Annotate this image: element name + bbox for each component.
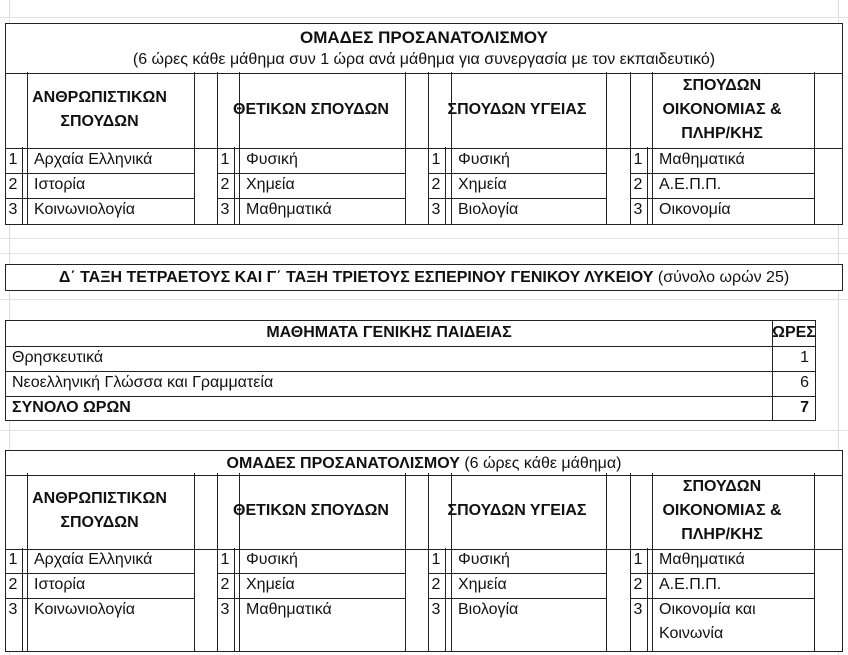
list-item-number: 3	[431, 201, 441, 218]
list-item-number: 1	[431, 551, 441, 568]
group-heading: ΣΠΟΥΔΩΝ	[682, 477, 762, 495]
list-item-number: 2	[220, 576, 230, 593]
general-total-hours: 7	[800, 399, 809, 416]
list-item-number: 2	[633, 176, 643, 193]
table1-title: ΟΜΑΔΕΣ ΠΡΟΣΑΝΑΤΟΛΙΣΜΟΥ	[300, 28, 548, 47]
list-item: Οικονομία	[659, 201, 731, 218]
general-row-subject: Θρησκευτικά	[12, 349, 104, 366]
group-heading: ΠΛΗΡ/ΚΗΣ	[681, 124, 763, 142]
list-item-continued: Κοινωνία	[659, 625, 724, 642]
list-item-number: 3	[220, 601, 230, 618]
general-row-hours: 1	[800, 349, 809, 366]
group-heading: ΑΝΘΡΩΠΙΣΤΙΚΩΝ	[32, 489, 167, 507]
list-item: Α.Ε.Π.Π.	[659, 176, 722, 193]
group-heading: ΠΛΗΡ/ΚΗΣ	[681, 525, 763, 543]
list-item-number: 3	[633, 201, 643, 218]
group-heading: ΣΠΟΥΔΩΝ ΥΓΕΙΑΣ	[447, 100, 587, 118]
general-row-hours: 6	[800, 374, 809, 391]
group-heading: ΣΠΟΥΔΩΝ	[682, 76, 762, 94]
table2-subtitle: (6 ώρες κάθε μάθημα)	[464, 455, 622, 472]
list-item: Μαθηματικά	[246, 201, 332, 218]
list-item: Φυσική	[458, 151, 510, 168]
list-item: Κοινωνιολογία	[34, 601, 136, 618]
list-item-number: 2	[431, 176, 441, 193]
list-item-number: 2	[220, 176, 230, 193]
list-item: Φυσική	[246, 151, 298, 168]
group-heading: ΘΕΤΙΚΩΝ ΣΠΟΥΔΩΝ	[233, 100, 389, 118]
table1-subtitle: (6 ώρες κάθε μάθημα συν 1 ώρα ανά μάθημα για συνεργασία με τον εκπαιδευτικό)	[132, 51, 716, 68]
list-item-number: 2	[8, 176, 18, 193]
list-item: Α.Ε.Π.Π.	[659, 576, 722, 593]
class-banner	[5, 264, 843, 291]
list-item: Χημεία	[458, 176, 507, 193]
list-item-number: 2	[633, 576, 643, 593]
list-item: Χημεία	[458, 576, 507, 593]
list-item: Φυσική	[458, 551, 510, 568]
group-heading: ΣΠΟΥΔΩΝ	[60, 112, 139, 130]
group-heading: ΣΠΟΥΔΩΝ	[60, 513, 139, 531]
list-item-number: 3	[8, 601, 18, 618]
list-item-number: 3	[8, 201, 18, 218]
general-row-subject: Νεοελληνική Γλώσσα και Γραμματεία	[12, 374, 274, 391]
list-item-number: 3	[633, 601, 643, 618]
general-header-subject: ΜΑΘΗΜΑΤΑ ΓΕΝΙΚΗΣ ΠΑΙΔΕΙΑΣ	[266, 324, 512, 341]
list-item-number: 3	[220, 201, 230, 218]
class-banner-hours: (σύνολο ωρών 25)	[657, 269, 790, 286]
group-heading: ΟΙΚΟΝΟΜΙΑΣ &	[662, 100, 782, 118]
list-item-number: 2	[8, 576, 18, 593]
list-item: Βιολογία	[458, 201, 519, 218]
list-item-number: 3	[431, 601, 441, 618]
list-item: Οικονομία και	[659, 601, 756, 618]
list-item-number: 1	[220, 551, 230, 568]
list-item: Φυσική	[246, 551, 298, 568]
general-total-label: ΣΥΝΟΛΟ ΩΡΩΝ	[12, 399, 131, 416]
list-item: Μαθηματικά	[659, 151, 745, 168]
list-item: Μαθηματικά	[246, 601, 332, 618]
list-item: Αρχαία Ελληνικά	[34, 551, 153, 568]
list-item: Χημεία	[246, 176, 295, 193]
list-item-number: 1	[8, 151, 18, 168]
list-item-number: 1	[431, 151, 441, 168]
list-item: Βιολογία	[458, 601, 519, 618]
list-item-number: 1	[220, 151, 230, 168]
class-banner-title: Δ΄ ΤΑΞΗ ΤΕΤΡΑΕΤΟΥΣ ΚΑΙ Γ΄ ΤΑΞΗ ΤΡΙΕΤΟΥΣ ΕΣΠΕΡΙΝΟΥ ΓΕΝΙΚΟΥ ΛΥΚΕΙΟΥ	[58, 269, 654, 286]
list-item: Χημεία	[246, 576, 295, 593]
list-item: Ιστορία	[34, 176, 86, 193]
list-item: Ιστορία	[34, 576, 86, 593]
list-item-number: 1	[633, 551, 643, 568]
group-heading: ΑΝΘΡΩΠΙΣΤΙΚΩΝ	[32, 88, 167, 106]
list-item-number: 2	[431, 576, 441, 593]
table2-title: ΟΜΑΔΕΣ ΠΡΟΣΑΝΑΤΟΛΙΣΜΟΥ	[226, 455, 460, 472]
general-header-hours: ΩΡΕΣ	[772, 324, 816, 341]
list-item-number: 1	[8, 551, 18, 568]
group-heading: ΟΙΚΟΝΟΜΙΑΣ &	[662, 501, 782, 519]
group-heading: ΣΠΟΥΔΩΝ ΥΓΕΙΑΣ	[447, 501, 587, 519]
list-item: Μαθηματικά	[659, 551, 745, 568]
list-item-number: 1	[633, 151, 643, 168]
list-item: Αρχαία Ελληνικά	[34, 151, 153, 168]
list-item: Κοινωνιολογία	[34, 201, 136, 218]
general-education-table	[5, 320, 816, 421]
group-heading: ΘΕΤΙΚΩΝ ΣΠΟΥΔΩΝ	[233, 501, 389, 519]
